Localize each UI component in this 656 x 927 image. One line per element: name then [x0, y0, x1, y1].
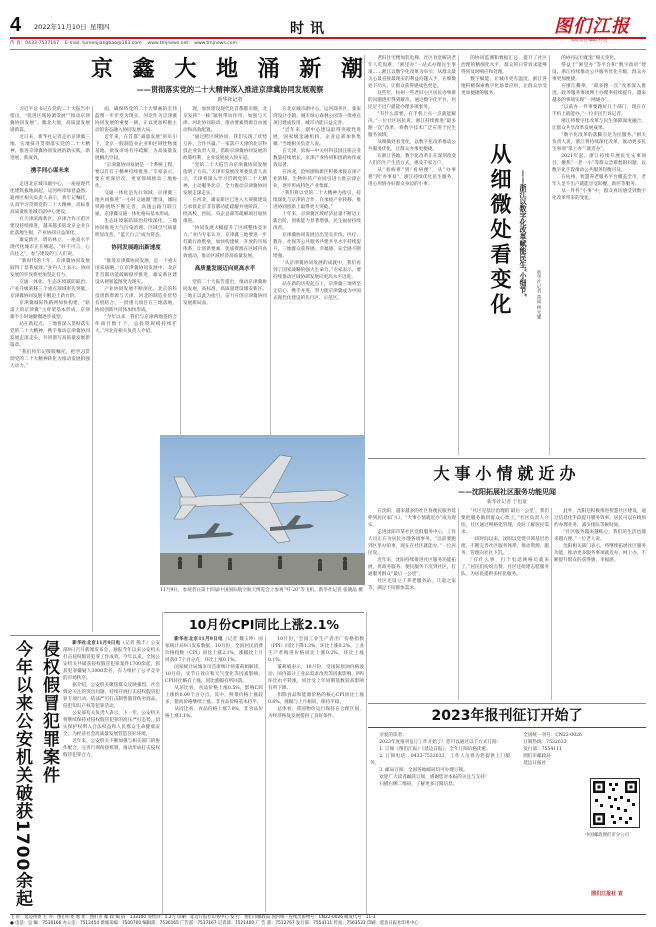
left-story-byline: （记者 熊丰） — [120, 641, 151, 646]
side-feature-subtitle: ——浙江以数字化改革赋能民生“小细节” — [519, 170, 528, 298]
subscription-title: 2023年报刊征订开始了 — [431, 708, 583, 724]
sub-item-3: 邮局订阅：全国各地邮局 — [385, 768, 436, 773]
qr-caption: 中国邮政图们市分公司 — [585, 833, 629, 838]
sub-item-2: 订阅电话：0433-7532633 — [385, 754, 445, 759]
website-line-2[interactable]: www.tmjnews.com — [194, 41, 238, 46]
col-divider-5 — [458, 55, 459, 455]
photo-caption: 11月9日，参观者在第十四届中国国际航空航天博览会上参观“歼-20”等飞机。新华社记者 张晓晶 摄 — [160, 588, 363, 593]
website-line[interactable]: www.tmjnews.net — [147, 41, 189, 46]
lead-byline: 新华社记者 — [217, 97, 243, 103]
lead-headline: 京 鑫 大 地 涌 新 潮 — [91, 57, 369, 82]
sub-top-rule — [368, 703, 646, 704]
small-col-3: 此外，沈阳还积极推进智慧社区建设，通过信息化手段提升服务效率。居民可以在线预约办理业务，减少排队等候时间。 “社区服务越来越贴心，我们的生活也越来越方便。”一位老人说。 沈阳相关部门表示，将继续拓展社区服务功能，推动更多服务事项就近办、网上办，不断提升群众的获得感、幸福感。 — [554, 509, 646, 563]
editor-credit: 本版责任编辑 朴英 — [570, 38, 608, 43]
email-line: E-mail: tumenjiangbao@163.com — [64, 41, 142, 46]
cpi-col-2: 10月份，全国工业生产者出厂价格指数（PPI）同比下降1.3%，环比上涨0.2%。工业生产者购进价格同比上涨0.2%，环比上涨0.1%。 董莉娟表示，10月份，受国际原油价格波动、国内部分工业品需求改善等因素影响，PPI环比由平转涨，同比受上年同期基数较高影响有所下降。 扣除食品和能源价格的核心CPI同比上涨0.6%，涨幅与上月相同，保持平稳。 总体看，我国物价运行保持在合理区间，为经济恢复发展提供了良好条件。 — [268, 637, 364, 719]
left-story-title-col1: 侵权假冒犯罪案件 — [39, 640, 59, 784]
side-feature-title: 从细微处看变化 — [488, 143, 512, 318]
left-story-top-rule — [10, 635, 160, 636]
lead-subhead-3: 高质量发展迈向更高水平 — [194, 266, 256, 272]
col-divider-10 — [265, 636, 266, 912]
subscription-footer: 图们江报社 宣 — [591, 891, 623, 897]
lead-subtitle: ——贯彻落实党的二十大精神深入推进京津冀协同发展观察 — [136, 85, 324, 94]
lead-photo — [160, 435, 365, 585]
col-divider-8 — [551, 508, 552, 700]
small-story-subtitle: ——沈阳拓展社区服务功能见闻 — [458, 487, 556, 496]
header-rule-top — [10, 37, 646, 39]
side-feature-bottom-rule — [368, 458, 646, 459]
header-contact-bar — [10, 40, 646, 48]
cpi-col-1: 新华社北京11月9日电（记者 魏玉坤）国家统计局9日发布数据，10月份，全国居民消费价格指数（CPI）同比上涨2.1%，涨幅比上月回落0.7个百分点；环比上涨0.1%。 国家统计局城市司首席统计师董莉娟解读，10月份，受节日效应和天气变化等因素影响，CPI环比略有上涨，同比涨幅有所回落。 从环比看，食品价格上涨0.5%，影响CPI上涨约0.09个百分点。其中，鲜菜价格上涨较多，猪肉价格继续上涨。非食品价格基本持平。 从同比看，食品价格上涨7.0%，非食品价格上涨1.1%。 — [165, 637, 263, 719]
subscription-box — [368, 730, 646, 914]
small-story-byline: 新华社记者 于也童 — [487, 500, 527, 505]
issue-weekday: 星期四 — [90, 23, 110, 31]
subscription-notice: 亲爱的读者： 2023年度报刊征订工作开始了！您可以通过以下方式订阅： 1. 订阅《图们江报》《延边日报》，全年订阅价格优惠。 2. 订阅电话：0433-7532633，工作人员将为您提供上门服务。 3. 邮局订阅：全国各地邮局均可办理订阅。 欢迎广大读者踊跃订阅，感谢您对本报的关注与支持！ 扫描右侧二维码，了解更多订阅信息。 — [370, 733, 510, 787]
lead-subhead-2: 协同发展跑出新速度 — [111, 245, 161, 251]
left-story-title-col2: 今年以来公安机关破获1700余起 — [12, 640, 32, 908]
col-divider-11 — [366, 612, 367, 914]
col-divider-6 — [549, 55, 550, 455]
side-col-3: 的协同运行配套”相关变化。 得益于“浙里办”等平台和“数字政府”建设，浙江持续推动公共服务优化升级，群众办事更加便捷。 在浙江衢州，“最多跑一次”改革深入推进，政务服务事项网上办理率持续提升，越来越多的事项实现“一网通办”。 “以前办一件事要跑好几个部门，现在在手机上就能办。”一位市民告诉记者。 浙江将数字化改革与民生保障深度融合，让群众共享改革发展成果。 “数字化改革的落脚点是为民服务。”相关负责人说，浙江将持续深化改革，推动更多民生事项“掌上办”“就近办”。 2021年起，浙江持续开展民生实事项目，聚焦“一老一小”等群众急难愁盼问题，以数字化手段推动公共服务均衡可及。 在杭州，智慧养老服务平台覆盖全市，老年人足不出户就能享受助餐、助医等服务。 从一件件“小事”中，群众真切感受到数字化改革带来的变化。 — [552, 56, 646, 201]
footer-row-1: 主 管：延边州委 主 办：图们市委 地 址：图们市 邮 政 编 码：133100 零售价：1.2元 印刷：延边日报社印务中心 发 行：图们市邮政局 国内统一连续出版物号：CN22-0026 邮发代号：11-3 — [10, 915, 376, 920]
left-story-body: 新华社北京11月9日电（记者 熊丰）公安部9日召开新闻发布会，通报今年以来公安机关打击侵权假冒犯罪工作成效。今年以来，全国公安机关共破获侵权假冒犯罪案件1700余起，抓获犯罪嫌疑人3000余名，有力维护了公平竞争的市场秩序。 据介绍，公安机关聚焦群众反映强烈、社会舆论关注的突出问题，持续开展打击侵权假冒犯罪专项行动，依法严厉打击制售假冒伪劣商品、侵犯知识产权等犯罪活动。 公安部有关负责人表示，下一步，公安机关将继续保持对侵权假冒犯罪的高压严打态势，切实保护权利人合法权益和人民群众生命健康安全，为经济社会高质量发展营造良好环境。 近年来，公安机关不断加强与相关部门的协作配合，完善行刑衔接机制，推动形成打击侵权假冒犯罪合力。 — [63, 641, 160, 758]
small-col-1: 在沈阳，越来越多的社区将便民服务延伸到居民家门口，“大事小情就近办”成为现实。 走进沈阳市某社区党群服务中心，工作人员正在为居民办理各项事务。“以前要跑到区里办的事，现在在社区就能办。”一位居民说。 近年来，沈阳持续推进社区服务功能拓展，将政务服务、便民服务下沉到社区，打通服务群众“最后一公里”。 社区还设立了养老服务站、儿童之家等，满足不同群体需求。 — [368, 509, 456, 591]
lead-subhead-1: 携手同心谋未来 — [30, 168, 70, 174]
sub-item-1: 订阅《图们江报》《延边日报》 — [385, 747, 445, 752]
qr-code[interactable] — [590, 778, 640, 828]
fax-line: 传 真：0433-7537167 — [10, 41, 60, 46]
lead-col-4: 在北京城市副中心，运河商务区、张家湾设计小镇、城市绿心森林公园等一批重点项目建成投用，城市功能日益完善。 “近年来，副中心建设取得突破性进展，国家级金融机构、企业总部加快集聚。”当地相关负责人说。 在天津，滨海—中关村科技园注册企业数量持续增长，京津产业协同和创新协作成效显著。 在河北，沧州渤海新区积极承接京津产业转移，生物医药产业园引进大批京津企业，逐步形成特色产业集群。 “我们将以党的二十大精神为指引，持续深化与京津的合作，在承接产业转移、推进协同创新上取得更大突破。” 十年来，京津冀区域经济总量不断迈上新台阶，创新能力显著增强，民生福祉持续改善。 京津冀协同发展迈出坚实步伐。医疗、教育、社保等公共服务共建共享水平持续提升，三地群众获得感、幸福感、安全感不断增强。 “从京津冀协同发展的成就中，我们看到了国家战略的强大生命力。”专家表示，要持续推动区域协调发展向更高水平迈进。 站在新的历史起点上，京津冀三地将坚定信心、携手并进，努力使京津冀成为中国式现代化建设的先行区、示范区。 — [273, 107, 361, 301]
header-rule-bottom — [10, 49, 646, 50]
left-story-dateline: 新华社北京11月9日电 — [72, 641, 121, 646]
small-story-title: 大事小情就近办 — [433, 464, 581, 483]
sub-title-rule — [368, 727, 646, 728]
cpi-top-rule — [164, 612, 364, 613]
col-divider-9 — [162, 612, 163, 914]
lead-col-2: 面，确保将党的二十大擘画的宏伟蓝图一步步变为现实。河北作为京津冀协同发展的重要一极，正以更加积极主动的姿态融入协同发展大局。 近年来，在首都“减量发展”的牵引下，北京一般制造业企业和区域性物流基地、批发市场有序疏解，为高质量发展腾出空间。 “京津冀协同发展是一个系统工程，要以钉钉子精神持续推进。”专家表示，要在更深层次、更宽领域推动三地协作。 交通一体化是先行领域。京津冀三地共同推进“一小时交通圈”建设，城际铁路网络不断完善，高速公路互联互通，京津冀交通一体化格局基本形成。 生态环境联防联治持续深化，三地协同推进大气污染治理，区域空气质量明显改善，“蓝天白云”成为常态。 协同发展跑出新速度 “推进京津冀协同发展，是一个重大国家战略。”在京津冀协同发展中，北京非首都功能疏解稳步推进，雄安新区建设从规划蓝图变为现实。 产业协同发展不断深化。北京的科技创新资源与天津、河北的制造业优势有机结合，一批重大项目在三地落地，协同创新共同体加快形成。 “今年以来，我们与京津两地签约合作项目数十个，总投资规模持续扩大。”河北省相关负责人介绍。 — [95, 107, 177, 334]
cpi-dateline: 新华社北京11月9日电 — [174, 637, 223, 642]
cpi-title: 10月份CPI同比上涨2.1% — [188, 617, 340, 632]
qr-code-icon — [591, 779, 639, 827]
lead-col-3: 现，加快建设现代化首都都市圈，北京发挥“一核”辐射带动作用，加强与天津、河北协同联动，推动要素资源自由流动和高效配置。 “通过跨区域协同，我们实现了优势互补、合作共赢。”一家落户天津的北京科技企业负责人说，借助京津冀协同发展的政策红利，企业发展驶入快车道。 “党的二十大报告为京津冀协同发展指明了方向。”天津市发展改革委负责人表示，天津将深入学习贯彻党的二十大精神，主动服务北京，全力推动京津冀协同发展走深走实。 在河北，雄安新区已进入大规模建设与承接北京非首都功能疏解并重阶段。一批高校、医院、央企总部等疏解项目加快推进。 “协同发展大幅提升了区域整体竞争力。”业内专家认为，京津冀三地要进一步打破行政壁垒，加快构建统一开放的市场体系，让创新要素、优质资源在区域内高效流动，推动区域经济高质量发展。 高质量发展迈向更高水平 党的二十大报告提出，推动京津冀协同发展，高标准、高质量建设雄安新区。三地正以此为指引，奋力开创京津冀协同发展新局面。 — [183, 107, 267, 306]
small-col-2: “社区是基层治理的‘最后一公里’，我们要把服务做到群众心坎上。”社区负责人介绍，社区通过网格化管理，及时了解居民需求。 一段时间以来，沈阳以党建引领基层治理，不断完善社区服务体系，推动资源、服务、管理向社区下沉。 “有什么事，打个电话网格员就来了。”居民们纷纷点赞。社区还组建志愿服务队，为居民提供多样化服务。 — [461, 509, 549, 577]
cpi-byline: （记者 魏玉坤） — [222, 637, 259, 642]
col-divider-7 — [458, 508, 459, 700]
subscription-contacts: 全国统一刊号：CN22-0026 订阅热线：7532633 发行部：7554111 图们市邮政局 延边日报社 — [523, 733, 582, 766]
page-number: 4 — [10, 14, 22, 36]
aircraft-photo — [160, 435, 365, 585]
lead-col-1: 习近平总书记在党的二十大报告中指出，“促进区域协调发展”“推动京津冀协同发展”。冀北大地，高质量发展谱新篇。 近日来，新华社记者走访京津冀三地，实地探寻贯彻落实党的二十大精神、推进京津冀协同发展的新实践、新进展、新成效。 携手同心谋未来 走进北京城市副中心，一座座现代化建筑拔地而起，运河两岸绿意盎然。通州区相关负责人表示，将牢记嘱托，认真学习贯彻党的二十大精神，高标准高质量推进城市副中心建设。 在天津滨海新区，京津合作示范区建设持续推进，越来越多的北京企业在此落地生根，产业协同日益深化。 雄安新区，塔吊林立，一座高水平现代化城市正在崛起。“妙不可言、心向往之”，参与建设的工人们说。 “新时代的十年，京津冀协同发展取得了显著成效。”业内人士表示，协同发展的步伐将更加坚定有力。 交通一体化、生态环境联防联治、产业升级转移三个重点领域率先突破，京津冀协同发展不断迈上新台阶。 京津冀城际铁路网加快构建，“轨道上的京津冀”主骨架基本形成，京津雄半小时通勤圈逐步成型。 站在新起点，三地将深入贯彻落实党的二十大精神，携手推动京津冀协同发展走深走实，共同谱写高质量发展新篇章。 “我们将牢记殷殷嘱托，把学习贯彻党的二十大精神转化为推动发展的强大动力。” — [10, 107, 90, 369]
side-col-2: 的协同监测和数据汇总，提升了社区治理的精细化水平。群众的日常诉求能够得到及时响应和处理。 数字赋能，让城市更有温度。浙江各地积极探索数字化场景应用，让群众享受更加便捷的服务。 — [461, 56, 547, 96]
issue-date: 2022年11月10日 — [34, 23, 87, 31]
section-title: 时讯 — [290, 21, 330, 37]
side-feature-byline: 新华社记者 黄筱 林光耀 — [536, 270, 541, 319]
masthead-logo: 图们江报 — [554, 16, 630, 37]
side-col-1: 老旧住宅楼加装电梯、社区食堂解决老年人吃饭难、“浙里办”一站式办理民生事项……浙江以数字化改革为牵引，从群众最关心最直接最现实的利益问题入手，在细微处下功夫，让群众获得感成色更足。 这些年，杭州一些老旧小区居民办事难的问题逐步得到解决。通过数字化平台，居民足不出户就能办理多项事务。 “有什么需要，在手机上点一点就能解决。”一位社区居民说。浙江持续推进“最多跑一次”改革，将数字技术广泛应用于民生服务领域。 从细微处看变化，以数字化改革推动公共服务优化，让群众办事更便捷。 在浙江各地，数字化改革正在深刻改变人们的生产生活方式，惠及千家万户。 从“看病难”到“看病便”，从“办事难”到“办事易”，浙江持续优化民生服务，用心用情办好群众身边的小事。 — [368, 56, 456, 187]
col-divider-1 — [92, 106, 93, 632]
footer-row-2: ● 电话：总 编：7530166 办公室：7512454 新闻采编：7500700 编辑部：7530165 广告部：7537167 记者部：7521400 广 告 部：7512767 发行部：7554111 传真：7563533 印刷：延边日报社印务中心 — [10, 921, 419, 926]
